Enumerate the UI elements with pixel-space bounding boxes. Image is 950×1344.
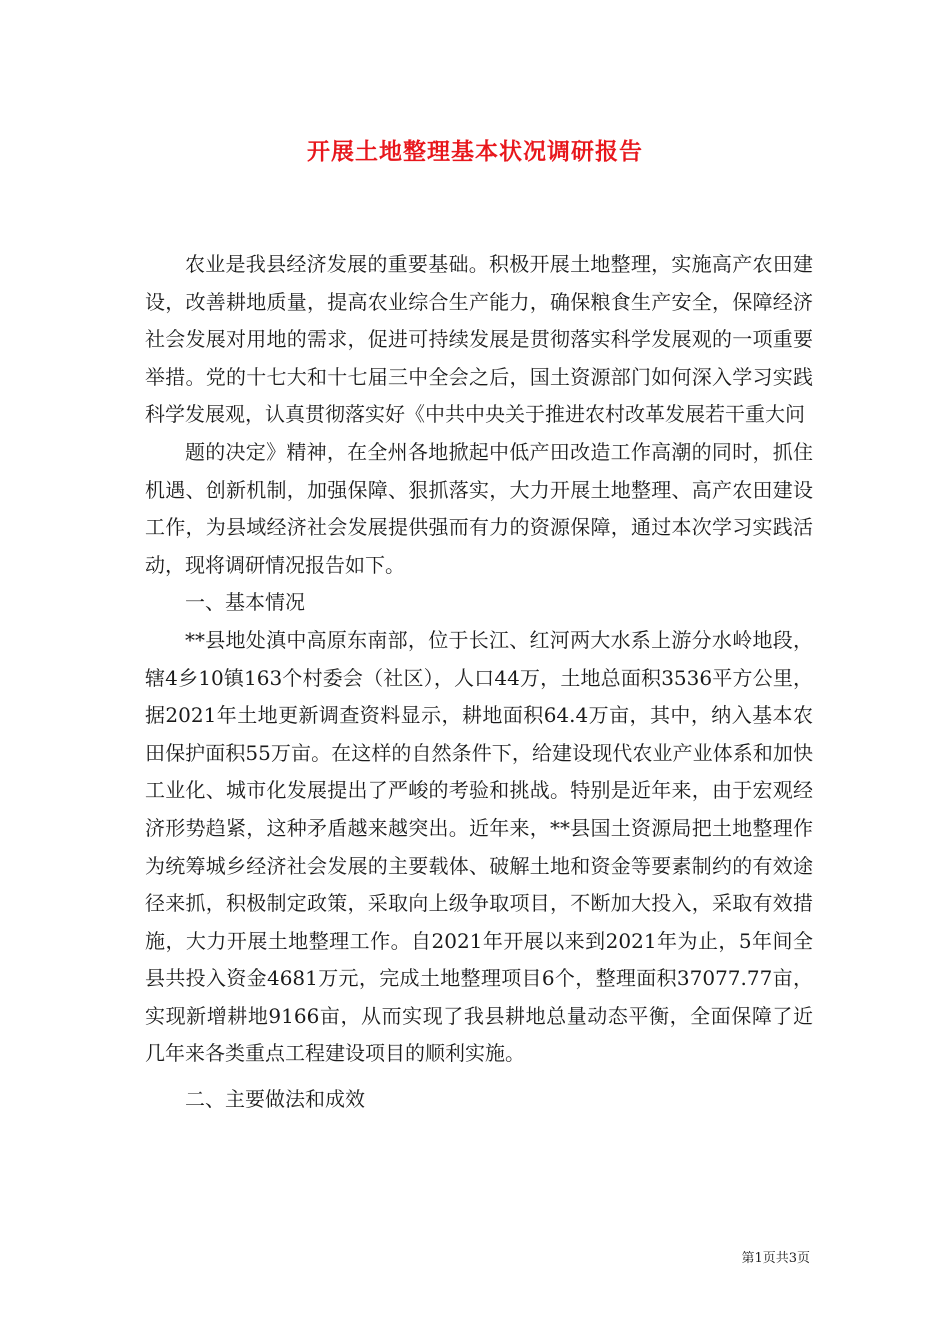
- page-number: 第1页共3页: [741, 1251, 810, 1266]
- paragraph-basic-situation: **县地处滇中高原东南部，位于长江、红河两大水系上游分水岭地段，辖4乡10镇163个村委会（社区），人口44万，土地总面积3536平方公里，据2021年土地更新调查资料显示，耕地面积64.4万亩，其中，纳入基本农田保护面积55万亩。在这样的自然条件下，给建设现代农业产业体系和加快工业化、城市化发展提出了严峻的考验和挑战。特别是近年来，由于宏观经济形势趋紧，这种矛盾越来越突出。近年来，**县国土资源局把土地整理作为统筹城乡经济社会发展的主要载体、破解土地和资金等要素制约的有效途径来抓，积极制定政策，采取向上级争取项目，不断加大投入，采取有效措施，大力开展土地整理工作。自2021年开展以来到2021年为止，5年间全县共投入资金4681万元，完成土地整理项目6个，整理面积37077.77亩，实现新增耕地9166亩，从而实现了我县耕地总量动态平衡，全面保障了近几年来各类重点工程建设项目的顺利实施。: [145, 627, 813, 1066]
- section-heading-basic-situation: 一、基本情况: [185, 590, 305, 615]
- document-title: 开展土地整理基本状况调研报告: [307, 138, 643, 165]
- document-body: [145, 246, 813, 1119]
- paragraph-intro: 农业是我县经济发展的重要基础。积极开展土地整理，实施高产农田建设，改善耕地质量，提高农业综合生产能力，确保粮食生产安全，保障经济社会发展对用地的需求，促进可持续发展是贯彻落实科学发展观的一项重要举措。党的十七大和十七届三中全会之后，国土资源部门如何深入学习实践科学发展观，认真贯彻落实好《中共中央关于推进农村改革发展若干重大问: [145, 252, 813, 427]
- section-heading-main-practices: 二、主要做法和成效: [185, 1087, 365, 1112]
- paragraph-intro-continued: 题的决定》精神，在全州各地掀起中低产田改造工作高潮的同时，抓住机遇、创新机制，加强保障、狠抓落实，大力开展土地整理、高产农田建设工作，为县域经济社会发展提供强而有力的资源保障，通过本次学习实践活动，现将调研情况报告如下。: [145, 439, 813, 577]
